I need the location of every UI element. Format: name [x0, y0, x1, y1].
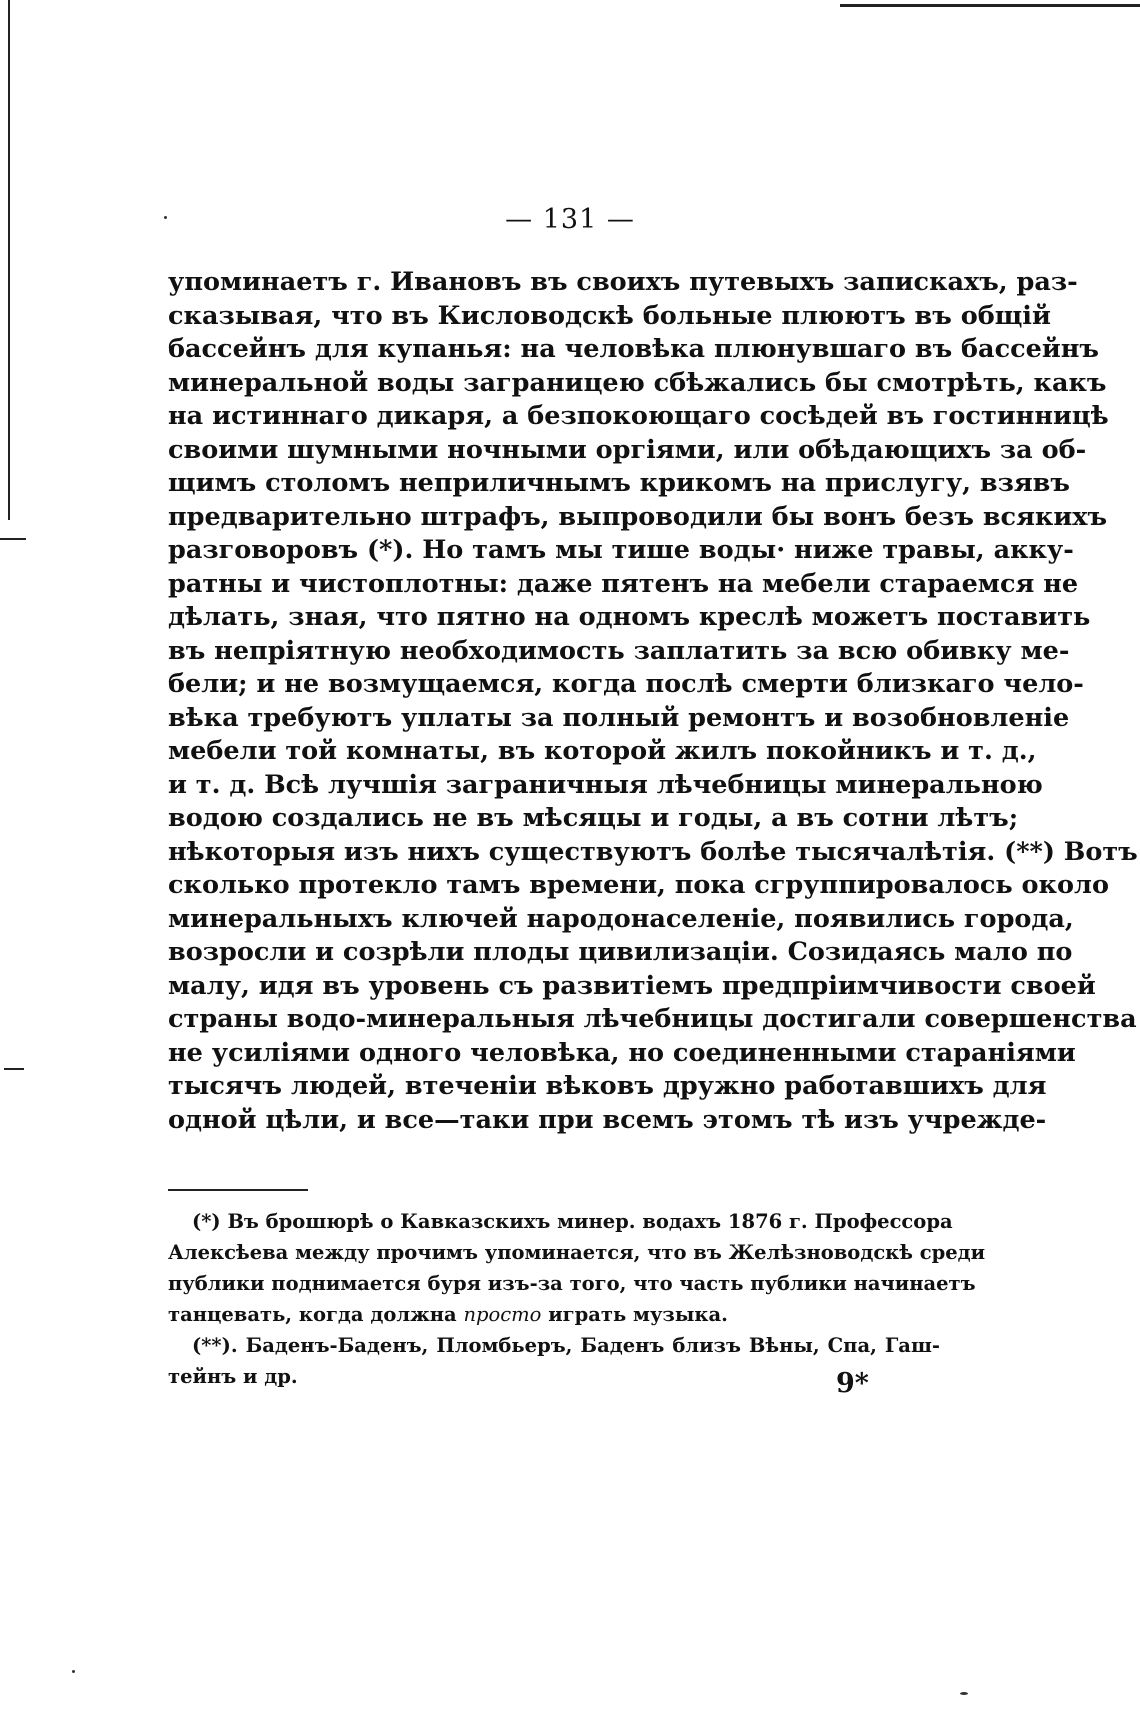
- text-line: тысячъ людей, втеченіи вѣковъ дружно работавшихъ для: [168, 1071, 1047, 1101]
- footnote-1-line: (*) Въ брошюрѣ о Кавказскихъ минер. водахъ 1876 г. Профессора: [192, 1210, 953, 1233]
- text-line: разговоровъ (*). Но тамъ мы тише воды· ниже травы, акку-: [168, 535, 1074, 565]
- footnote-1-line: Алексѣева между прочимъ упоминается, что въ Желѣзноводскѣ среди: [168, 1241, 986, 1264]
- text-line: минеральныхъ ключей народонаселеніе, появились города,: [168, 903, 1074, 934]
- scan-tick-mark: [4, 1068, 24, 1070]
- text-line: бели; и не возмущаемся, когда послѣ смерти близкаго чело-: [168, 669, 1084, 699]
- printer-signature-mark: 9*: [836, 1368, 869, 1399]
- text-line: предварительно штрафъ, выпроводили бы вонъ безъ всякихъ: [168, 501, 1108, 532]
- text-line: упоминаетъ г. Ивановъ въ своихъ путевыхъ запискахъ, раз-: [168, 267, 1078, 297]
- text-line: своими шумными ночными оргіями, или обѣдающихъ за об-: [168, 434, 1087, 465]
- text-line: не усиліями одного человѣка, но соединенными стараніями: [168, 1037, 1076, 1068]
- footnote-2-line: (**). Баденъ-Баденъ, Пломбьеръ, Баденъ близъ Вѣны, Спа, Гаш-: [192, 1334, 940, 1357]
- text-line: одной цѣли, и все—таки при всемъ этомъ тѣ изъ учрежде-: [168, 1104, 1047, 1135]
- text-line: въ непріятную необходимость заплатить за всю обивку ме-: [168, 635, 1070, 666]
- text-line: на истиннаго дикаря, а безпокоющаго сосѣдей въ гостинницѣ: [168, 401, 1109, 431]
- scan-edge-left: [8, 0, 10, 520]
- text-line: сказывая, что въ Кисловодскѣ больные плюютъ въ общій: [168, 300, 1051, 331]
- text-line: минеральной воды заграницею сбѣжались бы смотрѣть, какъ: [168, 367, 1107, 398]
- text-line: нѣкоторыя изъ нихъ существуютъ болѣе тысячалѣтія. (**) Вотъ: [168, 836, 1138, 867]
- scan-tick-mark: [0, 538, 26, 540]
- footnote-1-italic: просто: [463, 1303, 542, 1326]
- footnote-1-line: [168, 1299, 940, 1330]
- footnote-2-line: тейнъ и др.: [168, 1365, 298, 1388]
- footnote-separator: [168, 1189, 308, 1191]
- text-line: возросли и созрѣли плоды цивилизаціи. Созидаясь мало по: [168, 937, 1073, 967]
- text-line: бассейнъ для купанья: на человѣка плюнувшаго въ бассейнъ: [168, 334, 1099, 364]
- text-line: вѣка требуютъ уплаты за полный ремонтъ и возобновленіе: [168, 702, 1070, 733]
- footnote-1-line: публики поднимается буря изъ-за того, что часть публики начинаетъ: [168, 1272, 976, 1295]
- text-line: малу, идя въ уровень съ развитіемъ предпріимчивости своей: [168, 970, 1096, 1001]
- text-line: мебели той комнаты, въ которой жилъ покойникъ и т. д.,: [168, 736, 1037, 766]
- scan-edge-top: [840, 4, 1140, 7]
- text-line: страны водо-минеральныя лѣчебницы достигали совершенства: [168, 1004, 1137, 1034]
- text-line: сколько протекло тамъ времени, пока сгруппировалось около: [168, 870, 1109, 900]
- text-line: щимъ столомъ неприличнымъ крикомъ на прислугу, взявъ: [168, 468, 1070, 498]
- footnote-1-text: играть музыка.: [541, 1303, 728, 1326]
- text-line: и т. д. Всѣ лучшія заграничныя лѣчебницы минеральною: [168, 769, 1043, 800]
- text-line: дѣлать, зная, что пятно на одномъ креслѣ можетъ поставить: [168, 602, 1091, 632]
- scan-speck: [960, 1692, 968, 1695]
- footnotes: [168, 1206, 986, 1392]
- footnote-1-text: танцевать, когда должна: [168, 1303, 464, 1326]
- text-line: ратны и чистоплотны: даже пятенъ на мебели стараемся не: [168, 568, 1079, 599]
- page-number: — 131 —: [505, 204, 635, 235]
- scan-speck: [72, 1670, 75, 1673]
- text-line: водою создались не въ мѣсяцы и годы, а въ сотни лѣтъ;: [168, 803, 1019, 833]
- body-text: [168, 266, 1138, 1137]
